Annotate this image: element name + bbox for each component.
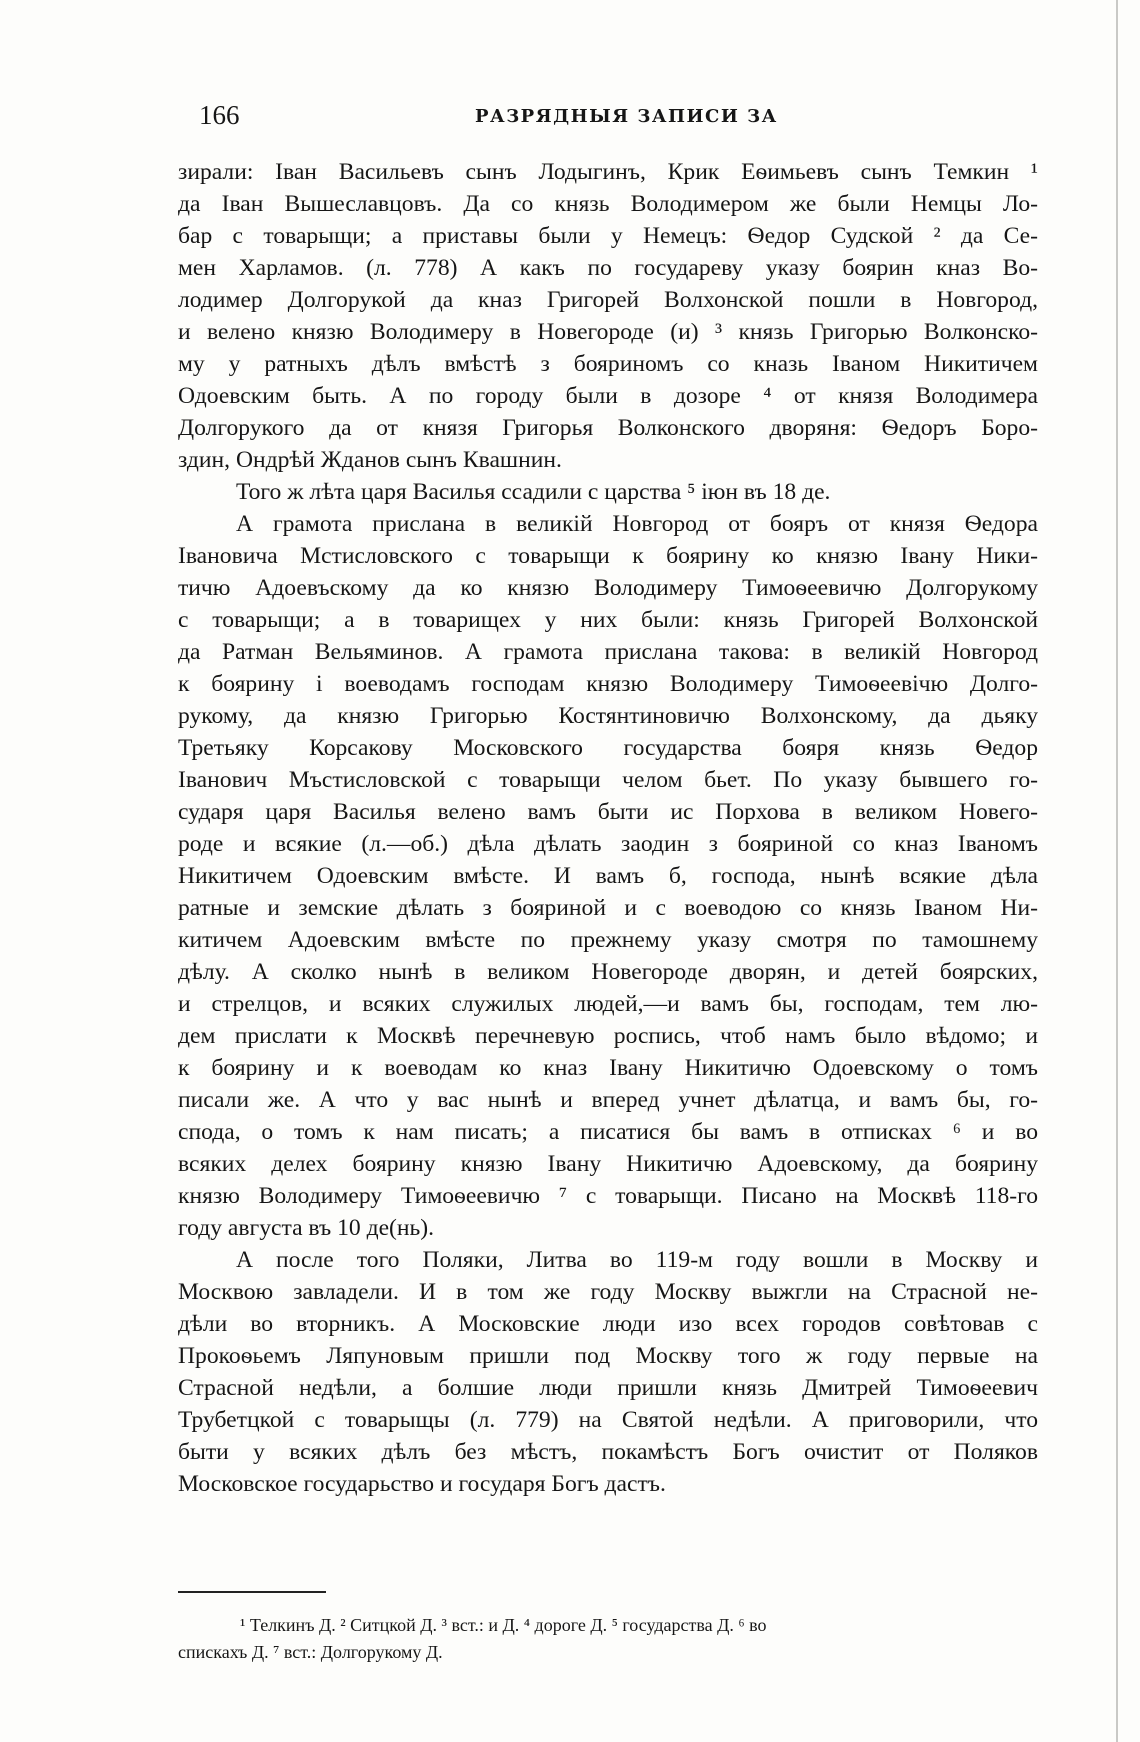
text-line: к боярину и к воеводам ко кназ Івану Никитичю Одоевскому о томъ	[178, 1055, 1038, 1081]
footnote-separator	[178, 1591, 326, 1593]
text-line: ратные и земские дѣлать з бояриной и с воеводою со князь Іваном Ни-	[178, 895, 1038, 921]
text-line: Долгорукого да от князя Григорья Волконского дворяня: Ѳедоръ Боро-	[178, 415, 1038, 441]
text-line: лодимер Долгорукой да кназ Григорей Волхонской пошли в Новгород,	[178, 287, 1038, 313]
text-line: да Ратман Вельяминов. А грамота прислана такова: в великій Новгород	[178, 639, 1038, 665]
text-line: писали же. А что у вас нынѣ и вперед учнет дѣлатца, и вамъ бы, го-	[178, 1087, 1038, 1113]
text-line: тичю Адоевъскому да ко князю Володимеру Тимоѳеевичю Долгорукому	[178, 575, 1038, 601]
text-line: году августа въ 10 де(нь).	[178, 1215, 435, 1241]
page-header	[181, 100, 1041, 140]
text-line: князю Володимеру Тимоѳеевичю ⁷ с товарыщи. Писано на Москвѣ 118-го	[178, 1183, 1038, 1209]
text-line: всяких делех боярину князю Івану Никитичю Адоевскому, да боярину	[178, 1151, 1038, 1177]
text-line: да Іван Вышеславцовъ. Да со князь Володимером же были Немцы Ло-	[178, 191, 1038, 217]
text-line: и велено князю Володимеру в Новегороде (и) ³ князь Григорью Волконско-	[178, 319, 1038, 345]
text-line: Івановича Мстисловского с товарыщи к боярину ко князю Івану Ники-	[178, 543, 1038, 569]
text-line: дѣли во вторникъ. А Московские люди изо всех городов совѣтовав с	[178, 1311, 1038, 1337]
text-line: дѣлу. А сколко нынѣ в великом Новегороде дворян, и детей боярских,	[178, 959, 1038, 985]
text-line: Московское государьство и государя Богъ дастъ.	[178, 1471, 666, 1497]
text-line: с товарыщи; а в товарищех у них были: князь Григорей Волхонской	[178, 607, 1038, 633]
text-line: спода, о томъ к нам писать; а писатися бы вамъ в отписках ⁶ и во	[178, 1119, 1038, 1145]
body-text	[178, 156, 1038, 1500]
footnote-line: ¹ Телкинъ Д. ² Ситцкой Д. ³ вст.: и Д. ⁴ дороге Д. ⁵ государства Д. ⁶ во	[240, 1615, 767, 1635]
text-line: сударя царя Василья велено вамъ быти ис Порхова в великом Новего-	[178, 799, 1038, 825]
page-number: 166	[199, 100, 240, 130]
text-line: А после того Поляки, Литва во 119-м году вошли в Москву и	[236, 1247, 1038, 1273]
text-line: дем прислати к Москвѣ перечневую роспись, чтоб намъ было вѣдомо; и	[178, 1023, 1038, 1049]
footnotes	[178, 1612, 1038, 1666]
text-line: роде и всякие (л.—об.) дѣла дѣлать заодин з бояриной со кназ Іваномъ	[178, 831, 1038, 857]
scan-page-edge	[1116, 0, 1118, 1742]
text-line: мен Харламов. (л. 778) А какъ по государеву указу боярин кназ Во-	[178, 255, 1038, 281]
text-line: Одоевским быть. А по городу были в дозоре ⁴ от князя Володимера	[178, 383, 1038, 409]
text-line: Москвою завладели. И в том же году Москву выжгли на Страсной не-	[178, 1279, 1038, 1305]
text-line: Никитичем Одоевским вмѣсте. И вамъ б, господа, нынѣ всякие дѣла	[178, 863, 1038, 889]
text-line: Страсной недѣли, а болшие люди пришли князь Дмитрей Тимоѳеевич	[178, 1375, 1038, 1401]
text-line: Прокоѳьемъ Ляпуновым пришли под Москву того ж году первые на	[178, 1343, 1038, 1369]
text-line: рукому, да князю Григорью Костянтиновичю Волхонскому, да дьяку	[178, 703, 1038, 729]
text-line: му у ратныхъ дѣлъ вмѣстѣ з бояриномъ со кназь Іваном Никитичем	[178, 351, 1038, 377]
running-title: РАЗРЯДНЫЯ ЗАПИСИ ЗА	[475, 106, 778, 127]
text-line: бар с товарыщи; а приставы были у Немецъ: Ѳедор Судской ² да Се-	[178, 223, 1038, 249]
footnote-line: спискахъ Д. ⁷ вст.: Долгорукому Д.	[178, 1642, 443, 1662]
text-line: зирали: Іван Васильевъ сынъ Лодыгинъ, Крик Еѳимьевъ сынъ Темкин ¹	[178, 159, 1038, 185]
text-line: здин, Ондрѣй Жданов сынъ Квашнин.	[178, 447, 562, 473]
text-line: Третьяку Корсакову Московского государства бояря князь Ѳедор	[178, 735, 1038, 761]
text-line: китичем Адоевским вмѣсте по прежнему указу смотря по тамошнему	[178, 927, 1038, 953]
text-line: Того ж лѣта царя Василья ссадили с царства ⁵ іюн въ 18 де.	[236, 479, 831, 505]
text-line: А грамота прислана в великій Новгород от бояръ от князя Ѳедора	[236, 511, 1038, 537]
text-line: Іванович Мъстисловской с товарыщи челом бьет. По указу бывшего го-	[178, 767, 1038, 793]
text-line: к боярину і воеводамъ господам князю Володимеру Тимоѳеевічю Долго-	[178, 671, 1038, 697]
text-line: Трубетцкой с товарыщы (л. 779) на Святой недѣли. А приговорили, что	[178, 1407, 1038, 1433]
text-line: быти у всяких дѣлъ без мѣстъ, покамѣстъ Богъ очистит от Поляков	[178, 1439, 1038, 1465]
text-line: и стрелцов, и всяких служилых людей,—и вамъ бы, господам, тем лю-	[178, 991, 1038, 1017]
